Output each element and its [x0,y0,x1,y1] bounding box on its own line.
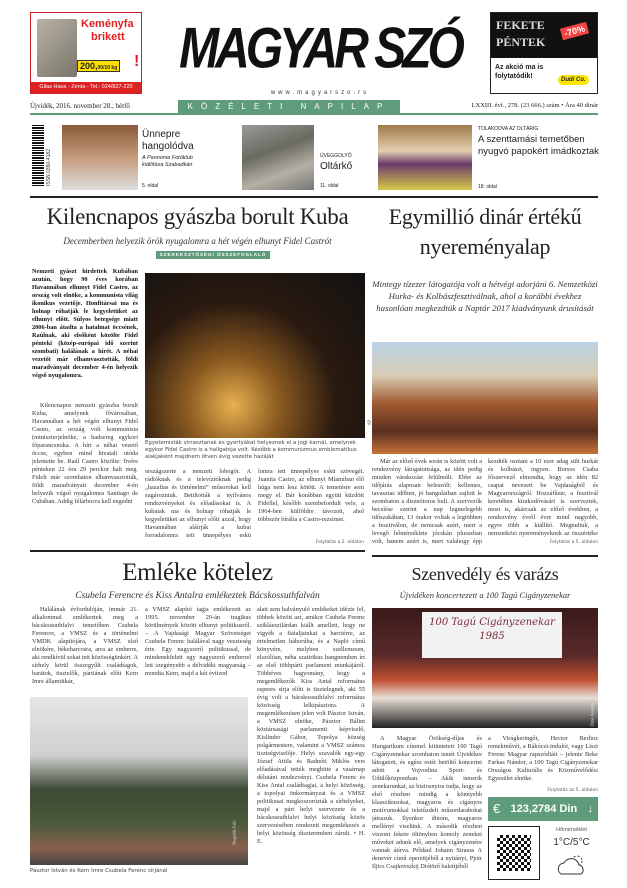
teaser-title: A szenttamási temetőben nyugvó papokért imádkoztak [478,134,599,157]
divider [30,113,598,115]
continued-link[interactable]: Folytatás a 2. oldalon [315,540,364,545]
subhead-szenvedely: Újvidéken koncertezett a 100 Tagú Cigányzenekar [399,590,571,600]
photo-caption: Pásztor István és Kern Imre Csubela Ferenc sírjánál [30,868,168,874]
weather-value: 1°C/5°C [553,837,590,848]
subhead-emleke: Csubela Ferencre és Kiss Antalra emlékeztek Bácskossuthfalván [75,591,320,601]
ad-price: 200,00/10 kg [77,60,120,72]
subhead-nyeremeny: Mintegy tízezer látogatója volt a hétvégi adorjáni 6. Nemzetközi Hurka- és Kolbászfesztiválnak, ahol a korábbi évekhez hasonlóan megkezdtük a Naptár 2017 kiadványunk árusítását [372,279,598,313]
headline-szenvedely[interactable]: Szenvedély és varázs [411,564,559,584]
photo-memorial [30,697,248,865]
teaser-3[interactable] [378,125,600,190]
exchange-rate-box [488,797,598,821]
teaser-page: 18. oldal [478,184,497,190]
article-column: alatt sem halványuló emlékeket idézte fel, többek között azt, amikor Csubela Ferenc szikláeszilárdan kiállt amellett, hogy ne vigyék a fiataljainkat a harctérre, az értelmetlen háborúba, és a Napló című könyvére, melyben szellemesen, elszólóan, néha szatirikus hangnemben írt az első többpárti parlament munkájáról. Többéves hagyomány, hogy a megemlékezők Kiss Antal református esperes sírja előtt is tisztelegnek, aki 55 évig volt a bácskossuthfalvi református közösség lelkipásztora. A megemlékezésen jelen volt Pásztor István, a VMSZ elnöke, Pásztor Bálint köztársasági parlamenti képviselő, Kislinder Gábor, Topolya község polgármestere, valamint a VMSZ számos tisztségviselője. Helyi szavalók egy-egy József Attila és Radnóti Miklós vers előadásával tették meghitté a vasárnap délutáni rendezvényt. Csubela Ferenc és Kiss Antal családtagjai, a helyi közösség, a topolyai önkormányzat és a VMSZ politikusai megkoszorúzták a sírhelyeket, majd a párt helyi szervezete és a bácskossuthfalvi helyi közösség közös szervezésében rendezett megemlékezés a helyi közösség díszteremben zárult. • H. E. [257,606,365,845]
teaser-sub: A Pannonia Fotóklub kiállítása Szabadkán [142,155,193,168]
masthead-logo[interactable]: MAGYAR SZÓ [179,17,461,81]
photo-credit: Dino Jesztrik [589,702,595,727]
article-column: Halálának évfordulóján, immár 21. alkalommal emlékeztek meg a bácskossuthfalvi temetőben Csubela Ferencre, a VMSZ és a történelmi VMDK alapítójára, a VMSZ első elnökére, békeharcosra, arra az emberre, aki rendkívül sokat tett közösségünkért. A sírhely körül összegyűlt családtagok, barátok, tisztelők, pártiának előtt Kern Imre államtitkár, [32,606,138,685]
article-column: a Virágkeringőt, Hector Berlioz remekművét, a Rákóczi-indulót, vagy Liszt Ferenc Magyar rapszódiáit – jelente Beke Farkas Nándor, a 100 Tagú Cigányzenekar Országos Kulturális és Közművelődési Egyesület elnöke. [488,735,598,782]
section-tag: SZERKESZTŐSÉGI ÖSSZEFOGLALÓ [156,251,270,259]
qr-code[interactable] [488,826,540,880]
issue-number: LXXIII. évf., 278. (23 666.) szám • Ára 40 dinár [471,102,598,109]
barcode [32,124,44,186]
ad-title-2: brikett [91,31,125,43]
photo-credit: Hegedűs Edit [231,820,237,845]
photo-caption: Egyetemisták virrasztanak és gyertyákat helyeznek el a jogi karnál, amelynek egykor Fidel Castro is a hallgatója volt. Később a kommunizmus emblematikus alakjaként majdnem ötven évig vezette hazáját [145,440,357,460]
issue-date: Újvidék, 2016. november 28., hétfő [30,102,130,110]
cloud-sun-icon [555,852,589,878]
tagline-bar: KÖZÉLETI NAPILAP [178,100,400,113]
article-column: lomra tett ünnepélyes eskü szövegét. Juanita Castro, az elhunyt Miamiban élő húga nem lesz kötött. A temetésre sem megy el. Bár korábban együtt küzdött Fidellel, később szembefordult vele, a 1964-ben külföldre távozott, ahol többször bírálta a Castro-rezsimet. [258,468,364,523]
continued-link[interactable]: Folytatás az 5. oldalon [547,788,598,793]
ad-title-1: Keményfa [81,18,134,30]
headline-kuba[interactable]: Kilencnapos gyászba borult Kuba [46,204,349,229]
ad-title-1: FEKETE [496,18,545,32]
discount-badge: -70% [560,22,589,41]
photo-candles [145,273,365,438]
article-column: országszerte a nemzeti lobogót. A rádióknak és a televízióknak pedig „hazafias és történelmi” műsorokat kell sugározniuk. Betiltották a nyilvános rendezvényeket és előadásokat is. A kubaiak ma és holnap róhatják le kegyeletüket az elhunyt előtt azzal, hogy Havannában aláírják a kubai forradalomra tett ünnepélyes eskü [145,468,251,539]
teaser-page: 5. oldal [142,183,159,189]
ad-text: Az akció ma is folytatódik! [495,64,544,80]
headline-emleke[interactable]: Emléke kötelez [122,559,273,586]
photo-orchestra [372,608,598,728]
teaser-1[interactable] [62,125,212,190]
issn-number: ISSN 0350-4182 [46,149,52,186]
teaser-page: 11. oldal [320,183,339,189]
teaser-title: Ünnepre hangolódva [142,129,194,152]
photo-credit: AP [366,419,372,426]
headline-nyeremeny[interactable]: Egymillió dinár értékű nyereményalap [388,204,582,259]
article-column: Már az előző évek során is között volt a rendezvény látogatottsága, az idén pedig minden várakozást felülmúlt. Ebbe az időjárás alaposan beleszólt: kellemes, tavaszias időben, jó hangulatban zajlott le szombaton a disznótoros buli. A szervezők becslése szerint a nap legmelegebb időszakában, 13 órakor voltak a legtöbben a fesztiválon, de nemcsak azért, mert a levegő hőmérséklete jócskán plusszban volt, hanem azért is, mert valahogy épp [372,458,482,545]
teaser-2[interactable] [242,125,372,190]
teaser-kicker: ÜVEGGOLYÓ [320,153,352,159]
divider [30,550,365,552]
photo-festival [372,342,598,454]
divider [372,555,598,557]
brick-image [37,19,77,77]
teaser-kicker: TOLAKODVA AZ OLTÁRIG [478,126,539,132]
stage-banner: 100 Tagú Cigányzenekar 1985 [422,612,562,658]
weather-label: Hőmérséklet [556,827,587,833]
continued-link[interactable]: Folytatás a 5. oldalon [549,540,598,545]
dudi-logo: Dudi Co. [558,75,589,85]
article-column: A Magyar Örökség-díjas és Hungarikum címmel kitüntetett 100 Tagú Cigányzenekar szombaton ismét Újvidékre látogatott, és egész estét betöltő koncertet adott a Vojvodina Sport- és Üdülőközpontban. – Akik ismerik zenekarunkat, az biztosnyira tudja, hogy az első részben mindig a könnyebb klasszikusokat, magyaros és cigányos motívumokkal teletűzdelt műsordarabokat játsszuk. Ilyenkor dinom, magyaros mellényt viselünk. A második részben viszont fekete öltönyben komoly zeneket műveket adunk elő, amelyek cigányzenére vannak átírva. Például Johann Strauss A denevér című operettjéből a nyitányt, Pjotr Iljics Csajkovszkij Diótörő balettjéből [372,735,482,870]
ad-kemenyfa-brikett[interactable] [30,12,142,94]
article-column: kezdték osztani a 10 ezer adag sült hurkát és kolbászt, ingyen. Borsos Csaba főszervező elmondta, hogy az idén 82 csapat nevezett be Vajdaságból és Magyarországról. Hozzáfűzte, a fesztivál keretében kirakodóvásárt is szerveztek, most is, akárcsak az előző években, a rendezvény évről évre mind nagyobb, egyre több a kiállító. Megtudtuk, a nemzetközi nyereményeknek az összértéke [488,458,598,537]
ad-title-2: PÉNTEK [496,35,546,49]
arrow-down-icon: ↓ [587,803,593,815]
article-column: Kilencnapos nemzeti gyászba borult Kuba, amelynek fővárosában, Havannában a hét végén elhunyt Fidel Castro, az ország volt kommunista (miniszter)elnöke, a hadsereg egykori főparancsnoka. A hírt a néhai vezető öccse, egyben mind hivatali utóda jelentette be. Raúl Castro közölte: fivére pénteken 22 óra 29 perckor halt meg. Fidelt már szombaton elhamvasztották, földi maradványait december 4-én helyezik végső nyugalomra Santiago de Cubában. Addig félárbocra kell engedni [32,402,138,505]
euro-icon: € [493,801,501,816]
teaser-photo [242,125,314,190]
teaser-photo [378,125,472,190]
lead-paragraph: Nemzeti gyászt hirdettek Kubában azután, hogy 90 éves korában Havannában elhunyt Fidel Castro, az ország volt elnöke, a kommunista világ ikonikus vezetője. Honfitársai ma és holnap róhatják le kegyeletüket az elhunyt előtt. Súlyos betegsége miatt 2006-ban átadta a hatalmat öccsének, Raúlnak, aki elsőként közölte Fidel pénteki (közép-európai idő szerint szombati) halálának a hírét. A néhai vezetőt már elhamvasztották, földi maradványait december 4-én helyezik végső nyugalomra. [32,268,138,379]
exchange-rate: 123,2784 Din [510,803,578,815]
teaser-photo [62,125,138,190]
article-column: a VMSZ alapító tagja emlékezett az 1995. november 20-án tragikus körülmények között elhunyt politikusról. – A Vajdasági Magyar Szövetséget Csubela Ferenc halálával nagy veszteség érte. Egy nagyszerű politikussal, de mindenekfelett egy nagyszerű emberrel lett szegényebb a délvidéki magyarság – mondta Kern, majd a két évtized [145,606,251,677]
masthead-url[interactable]: www.magyarszo.rs [270,90,370,96]
teaser-title: Oltárkő [320,161,353,172]
subhead-kuba: Decemberben helyezik örök nyugalomra a hét végén elhunyt Fidel Castrót [63,236,332,246]
divider [30,196,598,198]
ad-exclaim: ! [134,53,140,70]
ad-footer: Gilas Haus - Zenta - Tel.: 024/827-220 [31,82,141,93]
ad-fekete-pentek[interactable] [490,12,598,94]
